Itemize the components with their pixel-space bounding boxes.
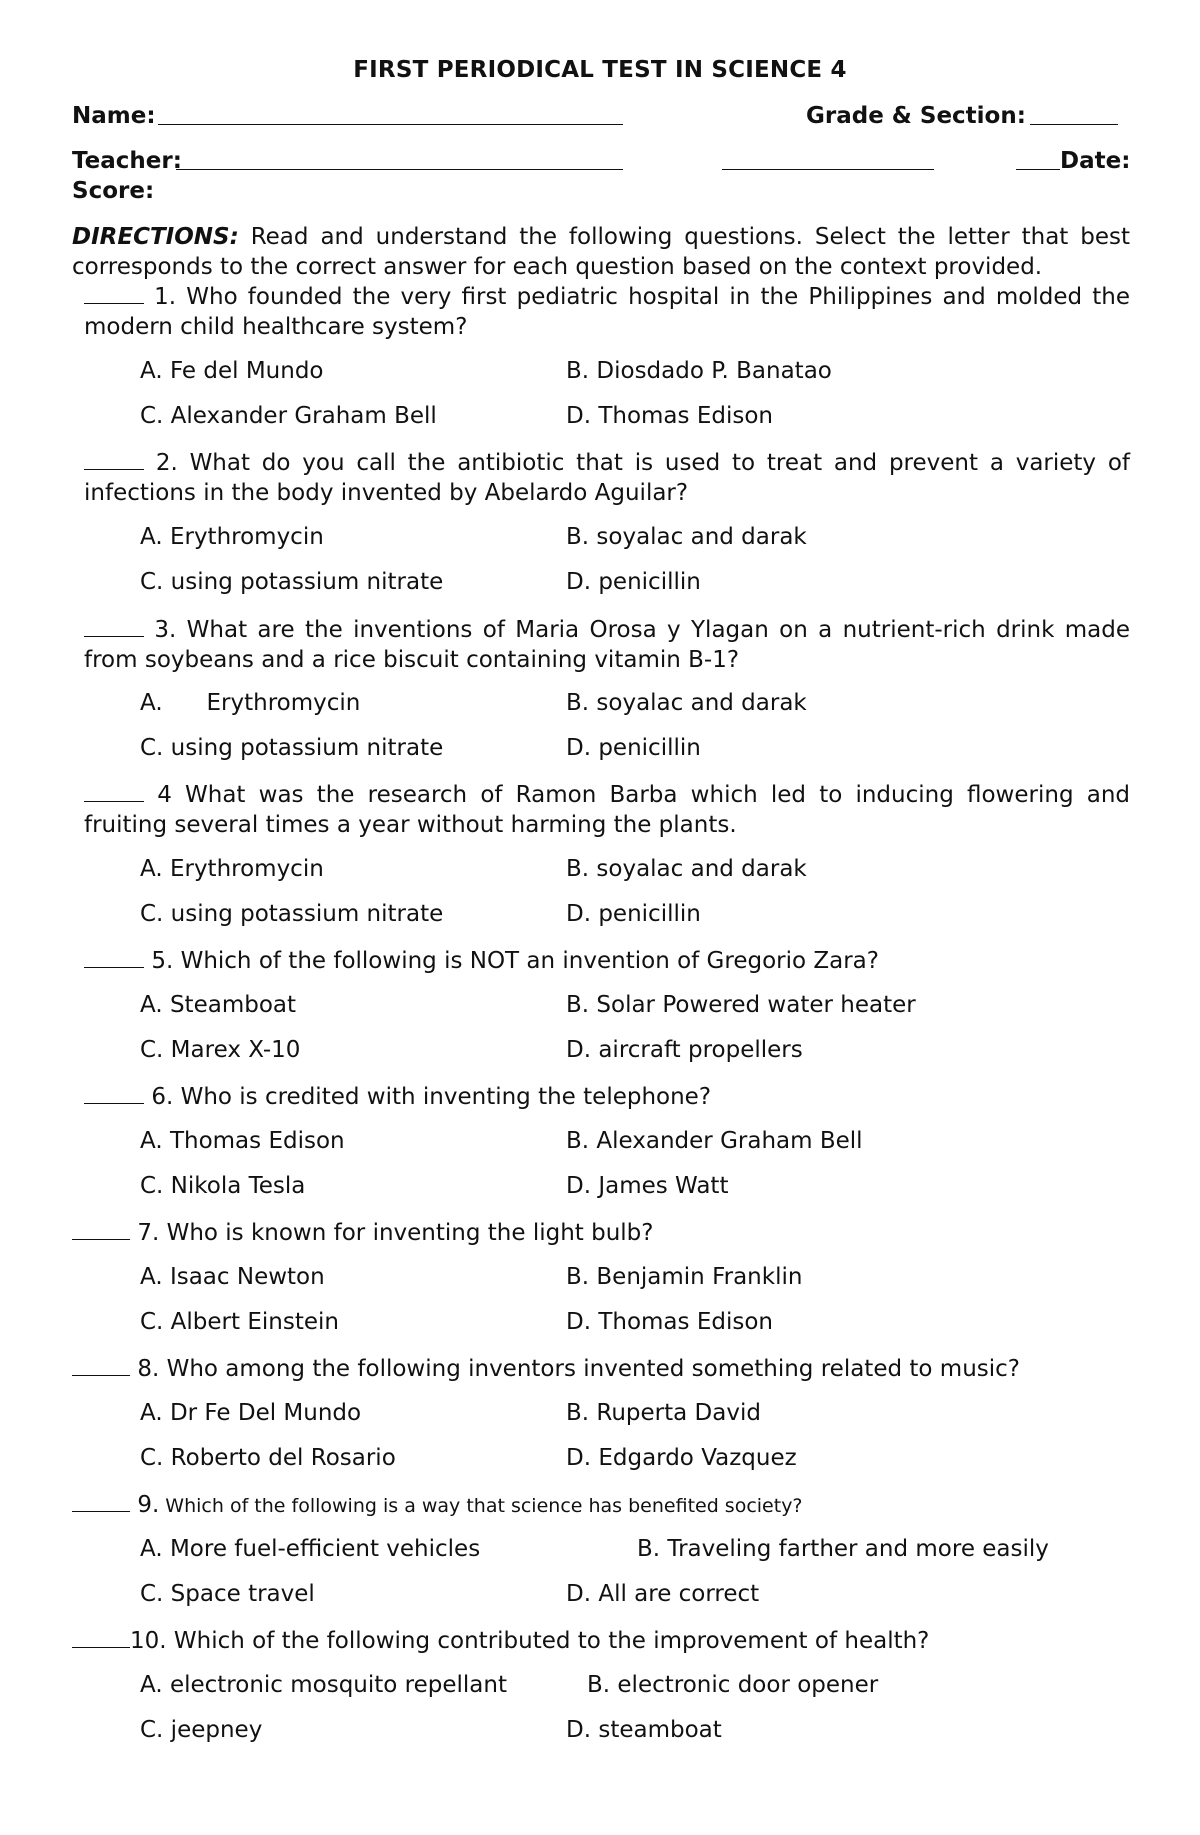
directions-text: Read and understand the following questions. Select the letter that best corresponds to the correct answer for each question based on the context provided. bbox=[72, 224, 1130, 280]
name-label: Name: bbox=[72, 103, 156, 129]
question-1-text: Who founded the very first pediatric hospital in the Philippines and molded the modern child healthcare system? bbox=[84, 284, 1130, 340]
q1-option-d: D. Thomas Edison bbox=[566, 403, 773, 429]
date-line[interactable] bbox=[1016, 169, 1060, 170]
name-line[interactable] bbox=[158, 124, 623, 125]
q10-option-d: D. steamboat bbox=[566, 1717, 722, 1743]
grade-section-label: Grade & Section: bbox=[806, 103, 1026, 129]
q3-option-a: A. Erythromycin bbox=[140, 690, 361, 716]
answer-blank-8[interactable] bbox=[72, 1355, 130, 1376]
q6-option-a: A. Thomas Edison bbox=[140, 1128, 345, 1154]
q4-option-b: B. soyalac and darak bbox=[566, 856, 807, 882]
question-7 bbox=[72, 1218, 1130, 1248]
question-6-number: 6. bbox=[151, 1084, 174, 1110]
question-8-number: 8. bbox=[137, 1356, 160, 1382]
question-3-text: What are the inventions of Maria Orosa y Ylagan on a nutrient-rich drink made from soybeans and a rice biscuit containing vitamin B-1? bbox=[84, 617, 1131, 673]
q4-option-d: D. penicillin bbox=[566, 901, 701, 927]
q4-option-a: A. Erythromycin bbox=[140, 856, 324, 882]
question-5 bbox=[84, 946, 1130, 976]
question-9-number: 9. bbox=[137, 1492, 160, 1518]
question-10 bbox=[72, 1626, 1130, 1656]
question-5-number: 5. bbox=[151, 948, 174, 974]
q5-option-b: B. Solar Powered water heater bbox=[566, 992, 916, 1018]
directions bbox=[72, 222, 1130, 282]
q7-option-d: D. Thomas Edison bbox=[566, 1309, 773, 1335]
q6-option-b: B. Alexander Graham Bell bbox=[566, 1128, 863, 1154]
q3-option-c: C. using potassium nitrate bbox=[140, 735, 444, 761]
question-9-text: Which of the following is a way that science has benefited society? bbox=[159, 1495, 803, 1517]
answer-blank-10[interactable] bbox=[72, 1627, 130, 1648]
question-8 bbox=[72, 1354, 1130, 1384]
question-2-number: 2. bbox=[155, 450, 178, 476]
date-label: Date: bbox=[1060, 148, 1131, 174]
q1-option-c: C. Alexander Graham Bell bbox=[140, 403, 437, 429]
question-10-number: 10. bbox=[130, 1628, 167, 1654]
q2-option-a: A. Erythromycin bbox=[140, 524, 324, 550]
question-3 bbox=[84, 615, 1130, 675]
q1-option-a: A. Fe del Mundo bbox=[140, 358, 324, 384]
question-2 bbox=[84, 448, 1130, 508]
answer-blank-3[interactable] bbox=[84, 616, 144, 637]
q9-option-c: C. Space travel bbox=[140, 1581, 315, 1607]
question-7-text: Who is known for inventing the light bulb? bbox=[159, 1220, 654, 1246]
q6-option-c: C. Nikola Tesla bbox=[140, 1173, 306, 1199]
question-8-text: Who among the following inventors invented something related to music? bbox=[159, 1356, 1020, 1382]
q5-option-d: D. aircraft propellers bbox=[566, 1037, 803, 1063]
grade-section-line[interactable] bbox=[1030, 124, 1118, 125]
question-4-text: What was the research of Ramon Barba which led to inducing flowering and fruiting several times a year without harming the plants. bbox=[84, 782, 1131, 838]
q9-option-a: A. More fuel-efficient vehicles bbox=[140, 1536, 481, 1562]
score-label: Score: bbox=[72, 178, 155, 204]
directions-label: DIRECTIONS: bbox=[72, 224, 239, 250]
q10-option-c: C. jeepney bbox=[140, 1717, 263, 1743]
q3-option-d: D. penicillin bbox=[566, 735, 701, 761]
question-4-number: 4 bbox=[157, 782, 172, 808]
answer-blank-5[interactable] bbox=[84, 947, 144, 968]
teacher-line[interactable] bbox=[176, 169, 623, 170]
q1-option-b: B. Diosdado P. Banatao bbox=[566, 358, 832, 384]
question-3-number: 3. bbox=[154, 617, 177, 643]
q9-option-b: B. Traveling farther and more easily bbox=[637, 1536, 1049, 1562]
question-5-text: Which of the following is NOT an invention of Gregorio Zara? bbox=[173, 948, 879, 974]
blank-line[interactable] bbox=[722, 169, 934, 170]
q10-option-a: A. electronic mosquito repellant bbox=[140, 1672, 508, 1698]
answer-blank-9[interactable] bbox=[72, 1491, 130, 1512]
q5-option-c: C. Marex X-10 bbox=[140, 1037, 301, 1063]
q2-option-c: C. using potassium nitrate bbox=[140, 569, 444, 595]
answer-blank-2[interactable] bbox=[84, 449, 144, 470]
question-2-text: What do you call the antibiotic that is used to treat and prevent a variety of infections in the body invented by Abelardo Aguilar? bbox=[84, 450, 1131, 506]
q9-option-d: D. All are correct bbox=[566, 1581, 760, 1607]
q8-option-c: C. Roberto del Rosario bbox=[140, 1445, 396, 1471]
answer-blank-7[interactable] bbox=[72, 1219, 130, 1240]
q7-option-c: C. Albert Einstein bbox=[140, 1309, 339, 1335]
q6-option-d: D. James Watt bbox=[566, 1173, 729, 1199]
answer-blank-6[interactable] bbox=[84, 1083, 144, 1104]
question-4 bbox=[84, 780, 1130, 840]
q4-option-c: C. using potassium nitrate bbox=[140, 901, 444, 927]
answer-blank-4[interactable] bbox=[84, 781, 144, 802]
teacher-label: Teacher: bbox=[72, 148, 182, 174]
question-1-number: 1. bbox=[154, 284, 177, 310]
question-6-text: Who is credited with inventing the telephone? bbox=[173, 1084, 712, 1110]
q10-option-b: B. electronic door opener bbox=[587, 1672, 879, 1698]
answer-blank-1[interactable] bbox=[84, 283, 144, 304]
question-10-text: Which of the following contributed to the improvement of health? bbox=[166, 1628, 930, 1654]
question-1 bbox=[84, 282, 1130, 342]
q2-option-b: B. soyalac and darak bbox=[566, 524, 807, 550]
q7-option-b: B. Benjamin Franklin bbox=[566, 1264, 803, 1290]
question-6 bbox=[84, 1082, 1130, 1112]
q3-option-b: B. soyalac and darak bbox=[566, 690, 807, 716]
question-9 bbox=[72, 1490, 1130, 1521]
q7-option-a: A. Isaac Newton bbox=[140, 1264, 325, 1290]
q2-option-d: D. penicillin bbox=[566, 569, 701, 595]
q8-option-a: A. Dr Fe Del Mundo bbox=[140, 1400, 362, 1426]
q8-option-b: B. Ruperta David bbox=[566, 1400, 761, 1426]
q5-option-a: A. Steamboat bbox=[140, 992, 297, 1018]
question-7-number: 7. bbox=[137, 1220, 160, 1246]
q8-option-d: D. Edgardo Vazquez bbox=[566, 1445, 797, 1471]
page-title: FIRST PERIODICAL TEST IN SCIENCE 4 bbox=[353, 57, 847, 83]
